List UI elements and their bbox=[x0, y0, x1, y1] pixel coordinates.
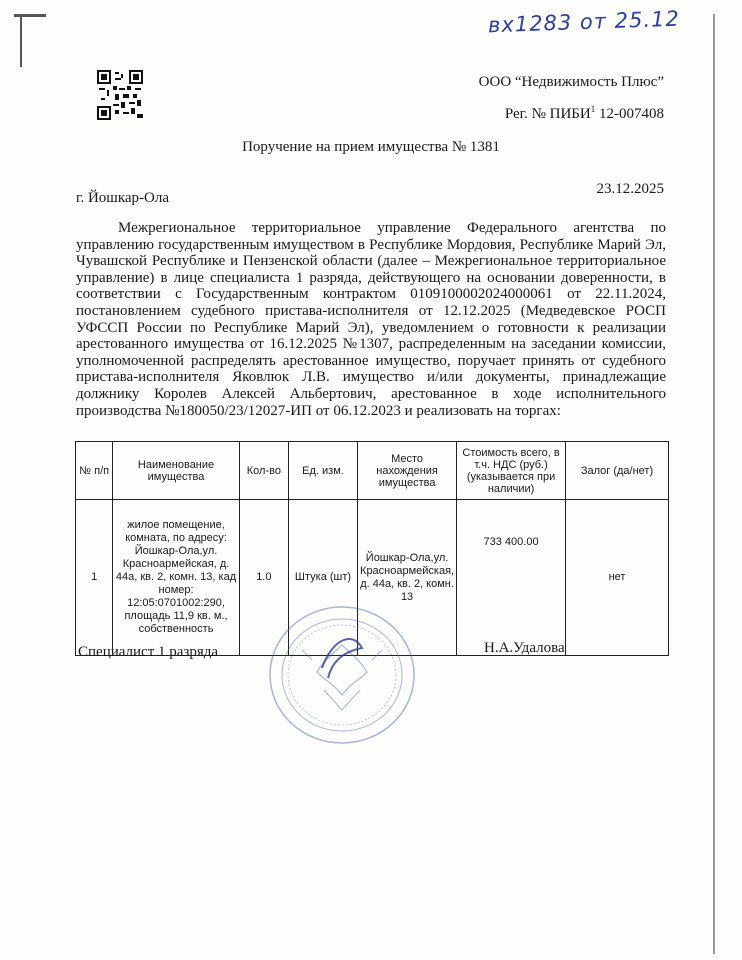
cell-location: Йошкар-Ола,ул. Красноармейская, д. 44а, кв. 2, комн. 13 bbox=[358, 500, 457, 656]
organization-name: ООО “Недвижимость Плюс” bbox=[478, 74, 664, 90]
registration-footnote: 1 bbox=[590, 104, 596, 114]
column-header: Наименование имущества bbox=[113, 442, 239, 500]
cell-cost: 733 400.00 bbox=[457, 500, 566, 656]
table-header-row bbox=[76, 442, 669, 500]
scan-edge-mark bbox=[20, 17, 22, 67]
registration-prefix: Рег. № ПИБИ bbox=[504, 106, 591, 122]
scan-edge-mark bbox=[14, 14, 46, 17]
document-title: Поручение на прием имущества № 1381 bbox=[242, 139, 500, 155]
document-body bbox=[76, 220, 666, 419]
body-paragraph: Межрегиональное территориальное управление Федерального агентства по управлению государственным имуществом в Республике Мордовия, Республике Марий Эл, Чувашской Республике и Пензенской области (далее – Межрегиональное территориальное управление) в лице специалиста 1 разряда, действующего на основании доверенности, в соответствии с Государственным контрактом 0109100002024000061 от 22.11.2024, постановлением судебного пристава-исполнителя от 12.12.2025 (Медведевское РОСП УФССП России по Республике Марий Эл), уведомлением о готовности к реализации арестованного имущества от 16.12.2025 №1307, распределенным на заседании комиссии, уполномоченной распределять арестованное имущество, поручает принять от судебного пристава-исполнителя Яковлюк Л.В. имущество и/или документы, принадлежащие должнику Королев Алексей Альбертович, арестованное в ходе исполнительного производства №180050/23/12027-ИП от 06.12.2023 и реализовать на торгах: bbox=[76, 220, 666, 419]
handwritten-registration-note: вх1283 от 25.12 bbox=[487, 6, 681, 38]
cell-name: жилое помещение, комната, по адресу: Йошкар-Ола,ул. Красноармейская, д. 44а, кв. 2, комн. 13, кад номер: 12:05:0701002:290, площадь 11,9 кв. м., собственность bbox=[113, 500, 239, 656]
registration-number bbox=[505, 104, 664, 123]
document-city: г. Йошкар-Ола bbox=[76, 190, 170, 206]
signer-name: Н.А.Удалова bbox=[484, 640, 565, 656]
column-header: № п/п bbox=[76, 442, 113, 500]
column-header: Стоимость всего, в т.ч. НДС (руб.) (указывается при наличии) bbox=[457, 442, 566, 500]
document-date: 23.12.2025 bbox=[596, 181, 664, 197]
official-seal-icon bbox=[262, 600, 422, 750]
column-header: Залог (да/нет) bbox=[566, 442, 669, 500]
cell-pledge: нет bbox=[566, 500, 669, 656]
registration-value: 12-007408 bbox=[599, 106, 664, 122]
qr-code-icon bbox=[97, 70, 143, 120]
cell-number: 1 bbox=[76, 500, 113, 656]
cell-quantity: 1.0 bbox=[239, 500, 288, 656]
signer-position: Специалист 1 разряда bbox=[78, 644, 219, 660]
column-header: Кол-во bbox=[239, 442, 288, 500]
cell-unit: Штука (шт) bbox=[289, 500, 358, 656]
column-header: Ед. изм. bbox=[289, 442, 358, 500]
column-header: Место нахождения имущества bbox=[358, 442, 457, 500]
